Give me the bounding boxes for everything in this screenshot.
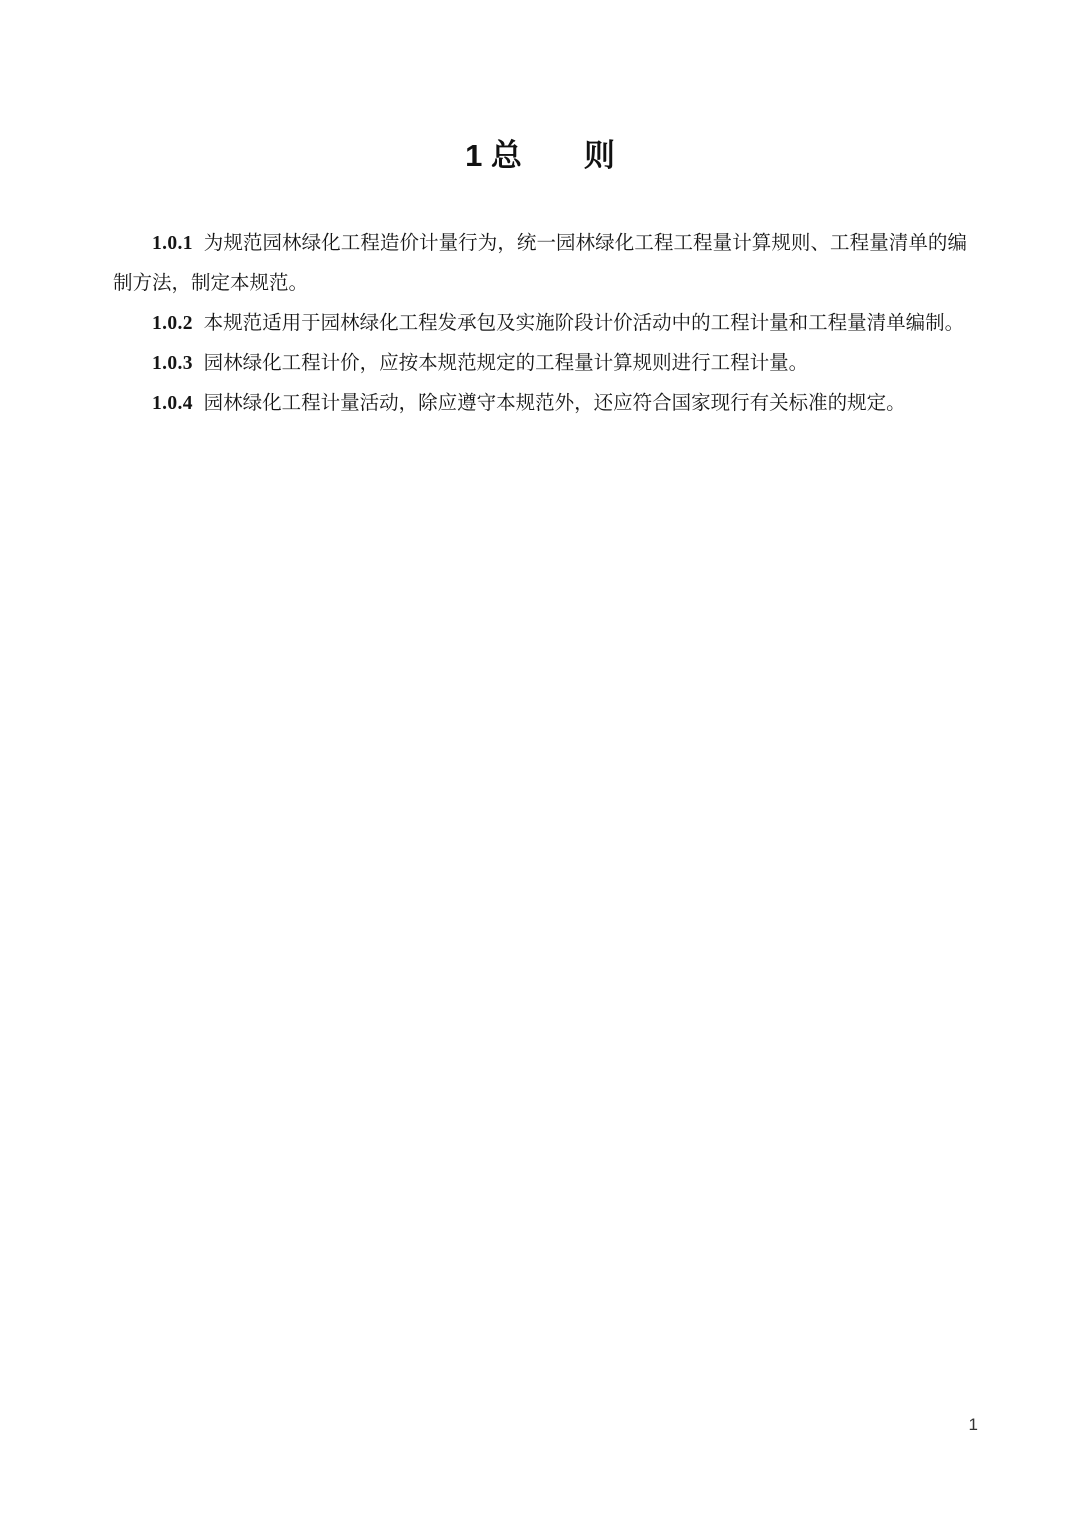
chapter-title: 1 总 则: [465, 138, 615, 173]
page-number: 1: [968, 1415, 978, 1434]
clause-1-0-4: [113, 384, 967, 424]
clause-number: 1.0.2: [152, 313, 193, 334]
clause-text: 为规范园林绿化工程造价计量行为，统一园林绿化工程工程量计算规则、工程量清单的编制方法，制定本规范。: [113, 233, 967, 294]
clause-number: 1.0.3: [152, 353, 193, 374]
clause-1-0-1: [113, 224, 967, 304]
clause-1-0-3: [113, 344, 967, 384]
document-body: [113, 224, 967, 424]
clause-number: 1.0.4: [152, 393, 193, 414]
clause-text: 本规范适用于园林绿化工程发承包及实施阶段计价活动中的工程计量和工程量清单编制。: [203, 313, 965, 334]
clause-1-0-2: [113, 304, 967, 344]
clause-number: 1.0.1: [152, 233, 193, 254]
clause-text: 园林绿化工程计量活动，除应遵守本规范外，还应符合国家现行有关标准的规定。: [203, 393, 906, 414]
clause-text: 园林绿化工程计价，应按本规范规定的工程量计算规则进行工程计量。: [203, 353, 809, 374]
